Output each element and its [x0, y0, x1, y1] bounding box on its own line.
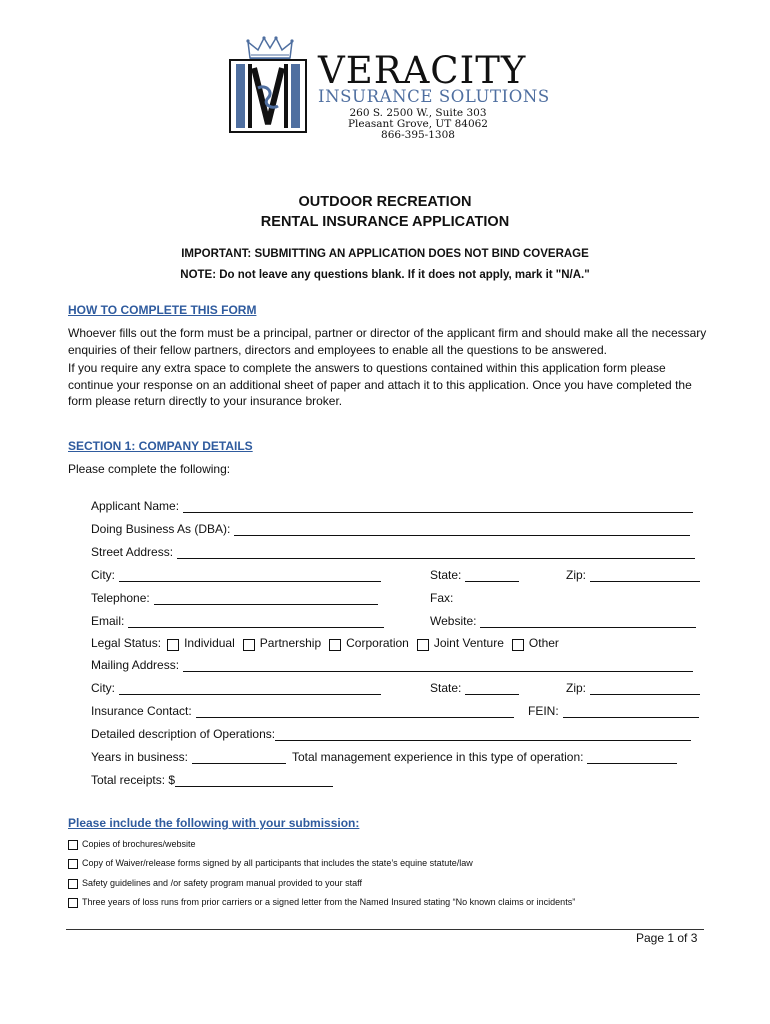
brochures-label: Copies of brochures/website: [82, 839, 196, 849]
fax-label: Fax:: [430, 591, 454, 605]
city-label: City:: [91, 568, 115, 582]
footer-divider: [66, 929, 704, 930]
mgmt-exp-field[interactable]: [587, 751, 677, 764]
mailing-address-row: [91, 658, 693, 672]
operations-field[interactable]: [275, 728, 691, 741]
street-row: [91, 545, 695, 559]
legal-status-row: [91, 636, 559, 650]
mailing-address-field[interactable]: [183, 659, 693, 672]
city2-row: [91, 681, 381, 695]
joint-venture-checkbox[interactable]: [417, 639, 429, 651]
safety-checkbox[interactable]: [68, 879, 78, 889]
zip2-field[interactable]: [590, 682, 700, 695]
applicant-name-field[interactable]: [183, 500, 693, 513]
zip2-row: [566, 681, 700, 695]
years-row: [91, 750, 677, 764]
city-row: [91, 568, 381, 582]
email-label: Email:: [91, 614, 125, 628]
state2-row: [430, 681, 519, 695]
section-1-heading: SECTION 1: COMPANY DETAILS: [68, 439, 253, 453]
dba-label: Doing Business As (DBA):: [91, 522, 231, 536]
state2-field[interactable]: [465, 682, 519, 695]
individual-checkbox[interactable]: [167, 639, 179, 651]
fax-row: [430, 591, 453, 605]
website-row: [430, 614, 696, 628]
brand-name: VERACITY: [318, 49, 527, 92]
how-to-paragraph-2: If you require any extra space to complete the answers to questions contained within this application form please continue your response on an additional sheet of paper and attach it to this application. Once you have completed the form please return directly to your insurance broker.: [68, 361, 692, 408]
partnership-label: Partnership: [259, 636, 322, 650]
operations-row: [91, 727, 691, 741]
years-label: Years in business:: [91, 750, 188, 764]
telephone-row: [91, 591, 378, 605]
website-label: Website:: [430, 614, 477, 628]
telephone-field[interactable]: [154, 592, 378, 605]
joint-venture-label: Joint Venture: [433, 636, 504, 650]
address-line-2: Pleasant Grove, UT 84062: [347, 118, 488, 130]
section-1-intro: Please complete the following:: [68, 462, 231, 476]
fein-row: [528, 704, 699, 718]
receipts-label: Total receipts: $: [91, 773, 176, 787]
street-label: Street Address:: [91, 545, 174, 559]
telephone-label: Telephone:: [91, 591, 150, 605]
how-to-paragraph-1: Whoever fills out the form must be a principal, partner or director of the applicant firm and should make all the necessary enquiries of their fellow partners, directors and employees to enable all the questions to be answered.: [68, 326, 707, 357]
other-label: Other: [528, 636, 559, 650]
state-field[interactable]: [465, 569, 519, 582]
important-notice: IMPORTANT: SUBMITTING AN APPLICATION DOES NOT BIND COVERAGE: [181, 248, 589, 260]
operations-label: Detailed description of Operations:: [91, 727, 276, 741]
years-field[interactable]: [192, 751, 286, 764]
submission-item: [68, 839, 196, 850]
loss-runs-label: Three years of loss runs from prior carriers or a signed letter from the Named Insured stating “No known claims or incidents”: [82, 897, 576, 907]
dba-row: [91, 522, 690, 536]
partnership-checkbox[interactable]: [243, 639, 255, 651]
street-field[interactable]: [177, 546, 695, 559]
other-checkbox[interactable]: [512, 639, 524, 651]
address-line-1: 260 S. 2500 W., Suite 303: [349, 107, 487, 119]
zip-label: Zip:: [566, 568, 587, 582]
applicant-name-row: [91, 499, 693, 513]
safety-label: Safety guidelines and /or safety program manual provided to your staff: [82, 878, 362, 888]
city-field[interactable]: [119, 569, 381, 582]
state2-label: State:: [430, 681, 462, 695]
mgmt-exp-label: Total management experience in this type of operation:: [291, 750, 584, 764]
phone-number: 866-395-1308: [381, 129, 455, 141]
form-title-line-1: OUTDOOR RECREATION: [298, 194, 472, 210]
loss-runs-checkbox[interactable]: [68, 898, 78, 908]
state-label: State:: [430, 568, 462, 582]
applicant-name-label: Applicant Name:: [91, 499, 180, 513]
submission-heading: Please include the following with your submission:: [68, 816, 360, 830]
veracity-logo-icon: [228, 58, 308, 134]
receipts-row: [91, 773, 333, 787]
receipts-field[interactable]: [175, 774, 333, 787]
page-number: Page 1 of 3: [636, 931, 698, 945]
zip-row: [566, 568, 700, 582]
zip2-label: Zip:: [566, 681, 587, 695]
brochures-checkbox[interactable]: [68, 840, 78, 850]
city2-field[interactable]: [119, 682, 381, 695]
dba-field[interactable]: [234, 523, 690, 536]
how-to-heading: HOW TO COMPLETE THIS FORM: [68, 303, 257, 317]
insurance-contact-row: [91, 704, 514, 718]
mailing-address-label: Mailing Address:: [91, 658, 180, 672]
submission-item: [68, 858, 473, 869]
zip-field[interactable]: [590, 569, 700, 582]
submission-item: [68, 897, 575, 908]
submission-item: [68, 878, 362, 889]
email-field[interactable]: [128, 615, 384, 628]
corporation-checkbox[interactable]: [329, 639, 341, 651]
insurance-contact-label: Insurance Contact:: [91, 704, 192, 718]
insurance-contact-field[interactable]: [196, 705, 514, 718]
city2-label: City:: [91, 681, 115, 695]
legal-status-label: Legal Status:: [91, 636, 162, 650]
fein-field[interactable]: [563, 705, 699, 718]
waiver-label: Copy of Waiver/release forms signed by all participants that includes the state’s equine statute/law: [82, 858, 473, 868]
fein-label: FEIN:: [528, 704, 559, 718]
individual-label: Individual: [184, 636, 235, 650]
state-row: [430, 568, 519, 582]
waiver-checkbox[interactable]: [68, 859, 78, 869]
note-notice: NOTE: Do not leave any questions blank. If it does not apply, mark it "N/A.": [180, 269, 590, 281]
email-row: [91, 614, 384, 628]
corporation-label: Corporation: [346, 636, 409, 650]
website-field[interactable]: [480, 615, 696, 628]
form-title-line-2: RENTAL INSURANCE APPLICATION: [260, 214, 510, 230]
brand-subtitle: INSURANCE SOLUTIONS: [318, 87, 550, 106]
